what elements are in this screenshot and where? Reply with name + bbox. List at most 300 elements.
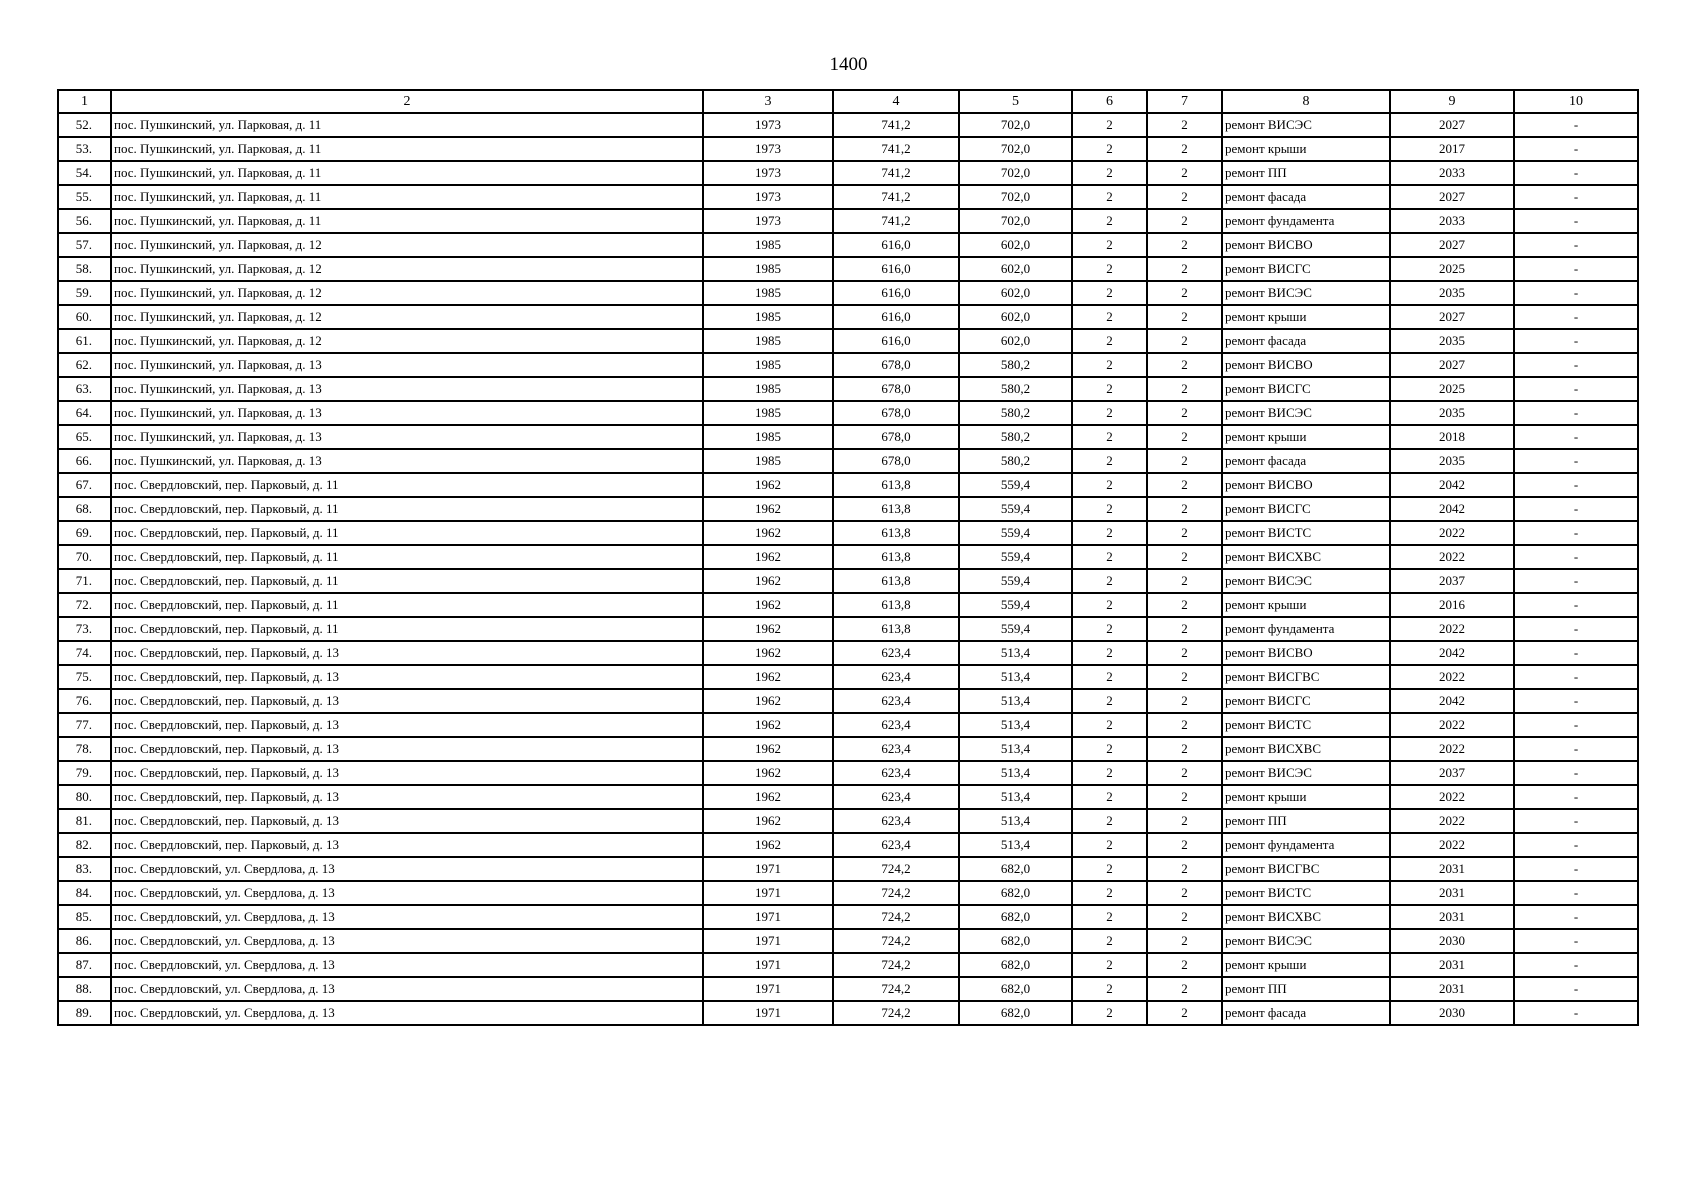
col10-cell: - bbox=[1514, 401, 1638, 425]
total-area-cell: 724,2 bbox=[833, 929, 959, 953]
living-area-cell: 580,2 bbox=[959, 353, 1072, 377]
planned-year-cell: 2022 bbox=[1390, 737, 1514, 761]
work-type-cell: ремонт ВИСГВС bbox=[1222, 665, 1390, 689]
address-cell: пос. Пушкинский, ул. Парковая, д. 11 bbox=[111, 137, 703, 161]
living-area-cell: 682,0 bbox=[959, 857, 1072, 881]
living-area-cell: 580,2 bbox=[959, 401, 1072, 425]
year-cell: 1971 bbox=[703, 977, 833, 1001]
living-area-cell: 513,4 bbox=[959, 665, 1072, 689]
work-type-cell: ремонт ПП bbox=[1222, 977, 1390, 1001]
col6-cell: 2 bbox=[1072, 881, 1147, 905]
col7-cell: 2 bbox=[1147, 785, 1222, 809]
address-cell: пос. Свердловский, пер. Парковый, д. 13 bbox=[111, 713, 703, 737]
work-type-cell: ремонт ВИСГС bbox=[1222, 497, 1390, 521]
row-number-cell: 71. bbox=[58, 569, 111, 593]
year-cell: 1962 bbox=[703, 689, 833, 713]
address-cell: пос. Свердловский, пер. Парковый, д. 13 bbox=[111, 665, 703, 689]
table-row bbox=[58, 641, 1638, 665]
table-row bbox=[58, 305, 1638, 329]
total-area-cell: 678,0 bbox=[833, 353, 959, 377]
col6-cell: 2 bbox=[1072, 785, 1147, 809]
col7-cell: 2 bbox=[1147, 281, 1222, 305]
total-area-cell: 623,4 bbox=[833, 833, 959, 857]
planned-year-cell: 2031 bbox=[1390, 881, 1514, 905]
col7-cell: 2 bbox=[1147, 329, 1222, 353]
col6-cell: 2 bbox=[1072, 497, 1147, 521]
work-type-cell: ремонт ВИСЭС bbox=[1222, 761, 1390, 785]
table-row bbox=[58, 161, 1638, 185]
row-number-cell: 67. bbox=[58, 473, 111, 497]
col7-cell: 2 bbox=[1147, 113, 1222, 137]
col10-cell: - bbox=[1514, 329, 1638, 353]
address-cell: пос. Свердловский, пер. Парковый, д. 11 bbox=[111, 473, 703, 497]
year-cell: 1971 bbox=[703, 857, 833, 881]
year-cell: 1962 bbox=[703, 569, 833, 593]
planned-year-cell: 2035 bbox=[1390, 401, 1514, 425]
year-cell: 1962 bbox=[703, 545, 833, 569]
year-cell: 1962 bbox=[703, 761, 833, 785]
col7-cell: 2 bbox=[1147, 377, 1222, 401]
planned-year-cell: 2022 bbox=[1390, 833, 1514, 857]
work-type-cell: ремонт ВИСТС bbox=[1222, 521, 1390, 545]
address-cell: пос. Свердловский, ул. Свердлова, д. 13 bbox=[111, 953, 703, 977]
address-cell: пос. Свердловский, пер. Парковый, д. 13 bbox=[111, 737, 703, 761]
address-cell: пос. Свердловский, пер. Парковый, д. 11 bbox=[111, 497, 703, 521]
row-number-cell: 72. bbox=[58, 593, 111, 617]
living-area-cell: 559,4 bbox=[959, 617, 1072, 641]
planned-year-cell: 2033 bbox=[1390, 209, 1514, 233]
planned-year-cell: 2031 bbox=[1390, 953, 1514, 977]
work-type-cell: ремонт крыши bbox=[1222, 785, 1390, 809]
table-row bbox=[58, 257, 1638, 281]
col6-cell: 2 bbox=[1072, 113, 1147, 137]
col10-cell: - bbox=[1514, 809, 1638, 833]
living-area-cell: 702,0 bbox=[959, 185, 1072, 209]
col10-cell: - bbox=[1514, 857, 1638, 881]
work-type-cell: ремонт ВИСЭС bbox=[1222, 113, 1390, 137]
col6-cell: 2 bbox=[1072, 713, 1147, 737]
work-type-cell: ремонт ВИСТС bbox=[1222, 881, 1390, 905]
table-row bbox=[58, 281, 1638, 305]
planned-year-cell: 2022 bbox=[1390, 617, 1514, 641]
col6-cell: 2 bbox=[1072, 185, 1147, 209]
year-cell: 1962 bbox=[703, 593, 833, 617]
year-cell: 1985 bbox=[703, 233, 833, 257]
year-cell: 1962 bbox=[703, 473, 833, 497]
col10-cell: - bbox=[1514, 257, 1638, 281]
planned-year-cell: 2025 bbox=[1390, 257, 1514, 281]
col7-cell: 2 bbox=[1147, 305, 1222, 329]
row-number-cell: 54. bbox=[58, 161, 111, 185]
col6-cell: 2 bbox=[1072, 809, 1147, 833]
work-type-cell: ремонт ВИСВО bbox=[1222, 233, 1390, 257]
column-header: 2 bbox=[111, 90, 703, 113]
col6-cell: 2 bbox=[1072, 545, 1147, 569]
table-row bbox=[58, 953, 1638, 977]
row-number-cell: 84. bbox=[58, 881, 111, 905]
total-area-cell: 724,2 bbox=[833, 977, 959, 1001]
table-row bbox=[58, 929, 1638, 953]
living-area-cell: 702,0 bbox=[959, 161, 1072, 185]
year-cell: 1962 bbox=[703, 641, 833, 665]
table-row bbox=[58, 329, 1638, 353]
col7-cell: 2 bbox=[1147, 545, 1222, 569]
living-area-cell: 513,4 bbox=[959, 641, 1072, 665]
col7-cell: 2 bbox=[1147, 353, 1222, 377]
col10-cell: - bbox=[1514, 665, 1638, 689]
table-row bbox=[58, 977, 1638, 1001]
planned-year-cell: 2025 bbox=[1390, 377, 1514, 401]
row-number-cell: 63. bbox=[58, 377, 111, 401]
year-cell: 1985 bbox=[703, 401, 833, 425]
col7-cell: 2 bbox=[1147, 977, 1222, 1001]
row-number-cell: 59. bbox=[58, 281, 111, 305]
address-cell: пос. Пушкинский, ул. Парковая, д. 11 bbox=[111, 161, 703, 185]
total-area-cell: 616,0 bbox=[833, 257, 959, 281]
column-header: 7 bbox=[1147, 90, 1222, 113]
col7-cell: 2 bbox=[1147, 689, 1222, 713]
planned-year-cell: 2016 bbox=[1390, 593, 1514, 617]
work-type-cell: ремонт фасада bbox=[1222, 329, 1390, 353]
total-area-cell: 623,4 bbox=[833, 713, 959, 737]
year-cell: 1973 bbox=[703, 185, 833, 209]
total-area-cell: 623,4 bbox=[833, 737, 959, 761]
col7-cell: 2 bbox=[1147, 521, 1222, 545]
col10-cell: - bbox=[1514, 521, 1638, 545]
row-number-cell: 78. bbox=[58, 737, 111, 761]
address-cell: пос. Свердловский, пер. Парковый, д. 13 bbox=[111, 689, 703, 713]
col7-cell: 2 bbox=[1147, 881, 1222, 905]
total-area-cell: 613,8 bbox=[833, 497, 959, 521]
col6-cell: 2 bbox=[1072, 929, 1147, 953]
address-cell: пос. Пушкинский, ул. Парковая, д. 12 bbox=[111, 305, 703, 329]
col6-cell: 2 bbox=[1072, 641, 1147, 665]
col10-cell: - bbox=[1514, 449, 1638, 473]
total-area-cell: 724,2 bbox=[833, 881, 959, 905]
table-row bbox=[58, 1001, 1638, 1025]
row-number-cell: 68. bbox=[58, 497, 111, 521]
year-cell: 1962 bbox=[703, 713, 833, 737]
table-row bbox=[58, 881, 1638, 905]
year-cell: 1985 bbox=[703, 329, 833, 353]
col7-cell: 2 bbox=[1147, 737, 1222, 761]
col6-cell: 2 bbox=[1072, 689, 1147, 713]
address-cell: пос. Пушкинский, ул. Парковая, д. 12 bbox=[111, 233, 703, 257]
total-area-cell: 616,0 bbox=[833, 233, 959, 257]
planned-year-cell: 2027 bbox=[1390, 233, 1514, 257]
col6-cell: 2 bbox=[1072, 209, 1147, 233]
living-area-cell: 559,4 bbox=[959, 569, 1072, 593]
col6-cell: 2 bbox=[1072, 521, 1147, 545]
col6-cell: 2 bbox=[1072, 737, 1147, 761]
living-area-cell: 513,4 bbox=[959, 737, 1072, 761]
planned-year-cell: 2022 bbox=[1390, 713, 1514, 737]
address-cell: пос. Свердловский, пер. Парковый, д. 13 bbox=[111, 641, 703, 665]
year-cell: 1962 bbox=[703, 665, 833, 689]
col7-cell: 2 bbox=[1147, 761, 1222, 785]
column-header: 4 bbox=[833, 90, 959, 113]
address-cell: пос. Пушкинский, ул. Парковая, д. 11 bbox=[111, 185, 703, 209]
row-number-cell: 83. bbox=[58, 857, 111, 881]
planned-year-cell: 2035 bbox=[1390, 329, 1514, 353]
work-type-cell: ремонт фасада bbox=[1222, 185, 1390, 209]
col6-cell: 2 bbox=[1072, 161, 1147, 185]
col10-cell: - bbox=[1514, 473, 1638, 497]
work-type-cell: ремонт фундамента bbox=[1222, 833, 1390, 857]
living-area-cell: 513,4 bbox=[959, 689, 1072, 713]
col10-cell: - bbox=[1514, 689, 1638, 713]
address-cell: пос. Свердловский, пер. Парковый, д. 11 bbox=[111, 593, 703, 617]
table-row bbox=[58, 737, 1638, 761]
work-type-cell: ремонт крыши bbox=[1222, 425, 1390, 449]
total-area-cell: 613,8 bbox=[833, 521, 959, 545]
total-area-cell: 616,0 bbox=[833, 281, 959, 305]
total-area-cell: 613,8 bbox=[833, 545, 959, 569]
total-area-cell: 741,2 bbox=[833, 161, 959, 185]
living-area-cell: 602,0 bbox=[959, 281, 1072, 305]
total-area-cell: 741,2 bbox=[833, 137, 959, 161]
row-number-cell: 89. bbox=[58, 1001, 111, 1025]
col10-cell: - bbox=[1514, 593, 1638, 617]
table-row bbox=[58, 473, 1638, 497]
col7-cell: 2 bbox=[1147, 185, 1222, 209]
work-type-cell: ремонт фасада bbox=[1222, 449, 1390, 473]
year-cell: 1985 bbox=[703, 449, 833, 473]
total-area-cell: 678,0 bbox=[833, 449, 959, 473]
work-type-cell: ремонт ВИСГС bbox=[1222, 257, 1390, 281]
table-row bbox=[58, 113, 1638, 137]
col6-cell: 2 bbox=[1072, 593, 1147, 617]
year-cell: 1971 bbox=[703, 929, 833, 953]
work-type-cell: ремонт ВИСГС bbox=[1222, 377, 1390, 401]
living-area-cell: 682,0 bbox=[959, 905, 1072, 929]
work-type-cell: ремонт ВИСЭС bbox=[1222, 281, 1390, 305]
col10-cell: - bbox=[1514, 305, 1638, 329]
address-cell: пос. Свердловский, пер. Парковый, д. 11 bbox=[111, 569, 703, 593]
col7-cell: 2 bbox=[1147, 713, 1222, 737]
total-area-cell: 724,2 bbox=[833, 953, 959, 977]
planned-year-cell: 2042 bbox=[1390, 497, 1514, 521]
col10-cell: - bbox=[1514, 377, 1638, 401]
planned-year-cell: 2042 bbox=[1390, 689, 1514, 713]
year-cell: 1971 bbox=[703, 953, 833, 977]
col10-cell: - bbox=[1514, 185, 1638, 209]
living-area-cell: 580,2 bbox=[959, 425, 1072, 449]
row-number-cell: 65. bbox=[58, 425, 111, 449]
living-area-cell: 602,0 bbox=[959, 257, 1072, 281]
planned-year-cell: 2017 bbox=[1390, 137, 1514, 161]
col6-cell: 2 bbox=[1072, 353, 1147, 377]
row-number-cell: 66. bbox=[58, 449, 111, 473]
living-area-cell: 559,4 bbox=[959, 545, 1072, 569]
address-cell: пос. Пушкинский, ул. Парковая, д. 13 bbox=[111, 377, 703, 401]
col6-cell: 2 bbox=[1072, 425, 1147, 449]
planned-year-cell: 2022 bbox=[1390, 785, 1514, 809]
col6-cell: 2 bbox=[1072, 281, 1147, 305]
living-area-cell: 559,4 bbox=[959, 473, 1072, 497]
registry-table bbox=[57, 89, 1639, 1026]
col7-cell: 2 bbox=[1147, 425, 1222, 449]
total-area-cell: 623,4 bbox=[833, 689, 959, 713]
planned-year-cell: 2031 bbox=[1390, 905, 1514, 929]
col7-cell: 2 bbox=[1147, 1001, 1222, 1025]
col7-cell: 2 bbox=[1147, 161, 1222, 185]
planned-year-cell: 2042 bbox=[1390, 473, 1514, 497]
column-header: 9 bbox=[1390, 90, 1514, 113]
col6-cell: 2 bbox=[1072, 857, 1147, 881]
row-number-cell: 74. bbox=[58, 641, 111, 665]
living-area-cell: 682,0 bbox=[959, 953, 1072, 977]
col6-cell: 2 bbox=[1072, 329, 1147, 353]
table-row bbox=[58, 905, 1638, 929]
total-area-cell: 724,2 bbox=[833, 1001, 959, 1025]
col6-cell: 2 bbox=[1072, 977, 1147, 1001]
total-area-cell: 613,8 bbox=[833, 569, 959, 593]
column-header: 5 bbox=[959, 90, 1072, 113]
row-number-cell: 69. bbox=[58, 521, 111, 545]
year-cell: 1962 bbox=[703, 737, 833, 761]
total-area-cell: 623,4 bbox=[833, 785, 959, 809]
col10-cell: - bbox=[1514, 929, 1638, 953]
address-cell: пос. Пушкинский, ул. Парковая, д. 11 bbox=[111, 113, 703, 137]
year-cell: 1985 bbox=[703, 281, 833, 305]
col10-cell: - bbox=[1514, 161, 1638, 185]
col10-cell: - bbox=[1514, 953, 1638, 977]
table-row bbox=[58, 137, 1638, 161]
work-type-cell: ремонт крыши bbox=[1222, 137, 1390, 161]
work-type-cell: ремонт фундамента bbox=[1222, 617, 1390, 641]
work-type-cell: ремонт ВИСХВС bbox=[1222, 545, 1390, 569]
table-row bbox=[58, 449, 1638, 473]
address-cell: пос. Свердловский, пер. Парковый, д. 11 bbox=[111, 521, 703, 545]
work-type-cell: ремонт ВИСГС bbox=[1222, 689, 1390, 713]
table-row bbox=[58, 569, 1638, 593]
planned-year-cell: 2027 bbox=[1390, 185, 1514, 209]
row-number-cell: 61. bbox=[58, 329, 111, 353]
col7-cell: 2 bbox=[1147, 929, 1222, 953]
col6-cell: 2 bbox=[1072, 401, 1147, 425]
col7-cell: 2 bbox=[1147, 617, 1222, 641]
row-number-cell: 75. bbox=[58, 665, 111, 689]
col10-cell: - bbox=[1514, 113, 1638, 137]
row-number-cell: 58. bbox=[58, 257, 111, 281]
address-cell: пос. Пушкинский, ул. Парковая, д. 12 bbox=[111, 257, 703, 281]
table-row bbox=[58, 833, 1638, 857]
total-area-cell: 616,0 bbox=[833, 305, 959, 329]
year-cell: 1973 bbox=[703, 209, 833, 233]
col7-cell: 2 bbox=[1147, 953, 1222, 977]
col10-cell: - bbox=[1514, 281, 1638, 305]
total-area-cell: 616,0 bbox=[833, 329, 959, 353]
col7-cell: 2 bbox=[1147, 401, 1222, 425]
col6-cell: 2 bbox=[1072, 377, 1147, 401]
address-cell: пос. Свердловский, ул. Свердлова, д. 13 bbox=[111, 881, 703, 905]
planned-year-cell: 2030 bbox=[1390, 1001, 1514, 1025]
work-type-cell: ремонт ПП bbox=[1222, 161, 1390, 185]
row-number-cell: 86. bbox=[58, 929, 111, 953]
year-cell: 1985 bbox=[703, 257, 833, 281]
address-cell: пос. Пушкинский, ул. Парковая, д. 13 bbox=[111, 425, 703, 449]
col10-cell: - bbox=[1514, 353, 1638, 377]
table-row bbox=[58, 713, 1638, 737]
work-type-cell: ремонт крыши bbox=[1222, 305, 1390, 329]
col7-cell: 2 bbox=[1147, 209, 1222, 233]
col10-cell: - bbox=[1514, 785, 1638, 809]
row-number-cell: 62. bbox=[58, 353, 111, 377]
page-number: 1400 bbox=[829, 54, 868, 75]
table-row bbox=[58, 665, 1638, 689]
year-cell: 1973 bbox=[703, 137, 833, 161]
col6-cell: 2 bbox=[1072, 569, 1147, 593]
col10-cell: - bbox=[1514, 425, 1638, 449]
living-area-cell: 682,0 bbox=[959, 929, 1072, 953]
col7-cell: 2 bbox=[1147, 137, 1222, 161]
living-area-cell: 602,0 bbox=[959, 329, 1072, 353]
work-type-cell: ремонт ВИСВО bbox=[1222, 473, 1390, 497]
col6-cell: 2 bbox=[1072, 665, 1147, 689]
planned-year-cell: 2022 bbox=[1390, 521, 1514, 545]
column-header: 6 bbox=[1072, 90, 1147, 113]
row-number-cell: 85. bbox=[58, 905, 111, 929]
work-type-cell: ремонт ПП bbox=[1222, 809, 1390, 833]
work-type-cell: ремонт крыши bbox=[1222, 953, 1390, 977]
table-row bbox=[58, 401, 1638, 425]
work-type-cell: ремонт фундамента bbox=[1222, 209, 1390, 233]
col6-cell: 2 bbox=[1072, 617, 1147, 641]
table-row bbox=[58, 809, 1638, 833]
row-number-cell: 52. bbox=[58, 113, 111, 137]
table-row bbox=[58, 617, 1638, 641]
table-row bbox=[58, 185, 1638, 209]
living-area-cell: 513,4 bbox=[959, 833, 1072, 857]
planned-year-cell: 2018 bbox=[1390, 425, 1514, 449]
living-area-cell: 513,4 bbox=[959, 713, 1072, 737]
col10-cell: - bbox=[1514, 881, 1638, 905]
col6-cell: 2 bbox=[1072, 473, 1147, 497]
table-row bbox=[58, 689, 1638, 713]
planned-year-cell: 2037 bbox=[1390, 761, 1514, 785]
row-number-cell: 80. bbox=[58, 785, 111, 809]
col7-cell: 2 bbox=[1147, 233, 1222, 257]
year-cell: 1962 bbox=[703, 497, 833, 521]
work-type-cell: ремонт ВИСТС bbox=[1222, 713, 1390, 737]
planned-year-cell: 2022 bbox=[1390, 665, 1514, 689]
col10-cell: - bbox=[1514, 641, 1638, 665]
planned-year-cell: 2031 bbox=[1390, 977, 1514, 1001]
col7-cell: 2 bbox=[1147, 665, 1222, 689]
year-cell: 1962 bbox=[703, 833, 833, 857]
total-area-cell: 724,2 bbox=[833, 857, 959, 881]
year-cell: 1985 bbox=[703, 353, 833, 377]
table-row bbox=[58, 353, 1638, 377]
address-cell: пос. Свердловский, пер. Парковый, д. 13 bbox=[111, 785, 703, 809]
living-area-cell: 702,0 bbox=[959, 113, 1072, 137]
col7-cell: 2 bbox=[1147, 449, 1222, 473]
year-cell: 1962 bbox=[703, 785, 833, 809]
address-cell: пос. Свердловский, ул. Свердлова, д. 13 bbox=[111, 1001, 703, 1025]
planned-year-cell: 2027 bbox=[1390, 305, 1514, 329]
total-area-cell: 741,2 bbox=[833, 185, 959, 209]
table-row bbox=[58, 209, 1638, 233]
work-type-cell: ремонт ВИСЭС bbox=[1222, 929, 1390, 953]
row-number-cell: 82. bbox=[58, 833, 111, 857]
total-area-cell: 678,0 bbox=[833, 377, 959, 401]
living-area-cell: 559,4 bbox=[959, 521, 1072, 545]
col7-cell: 2 bbox=[1147, 833, 1222, 857]
row-number-cell: 81. bbox=[58, 809, 111, 833]
col10-cell: - bbox=[1514, 761, 1638, 785]
col7-cell: 2 bbox=[1147, 257, 1222, 281]
